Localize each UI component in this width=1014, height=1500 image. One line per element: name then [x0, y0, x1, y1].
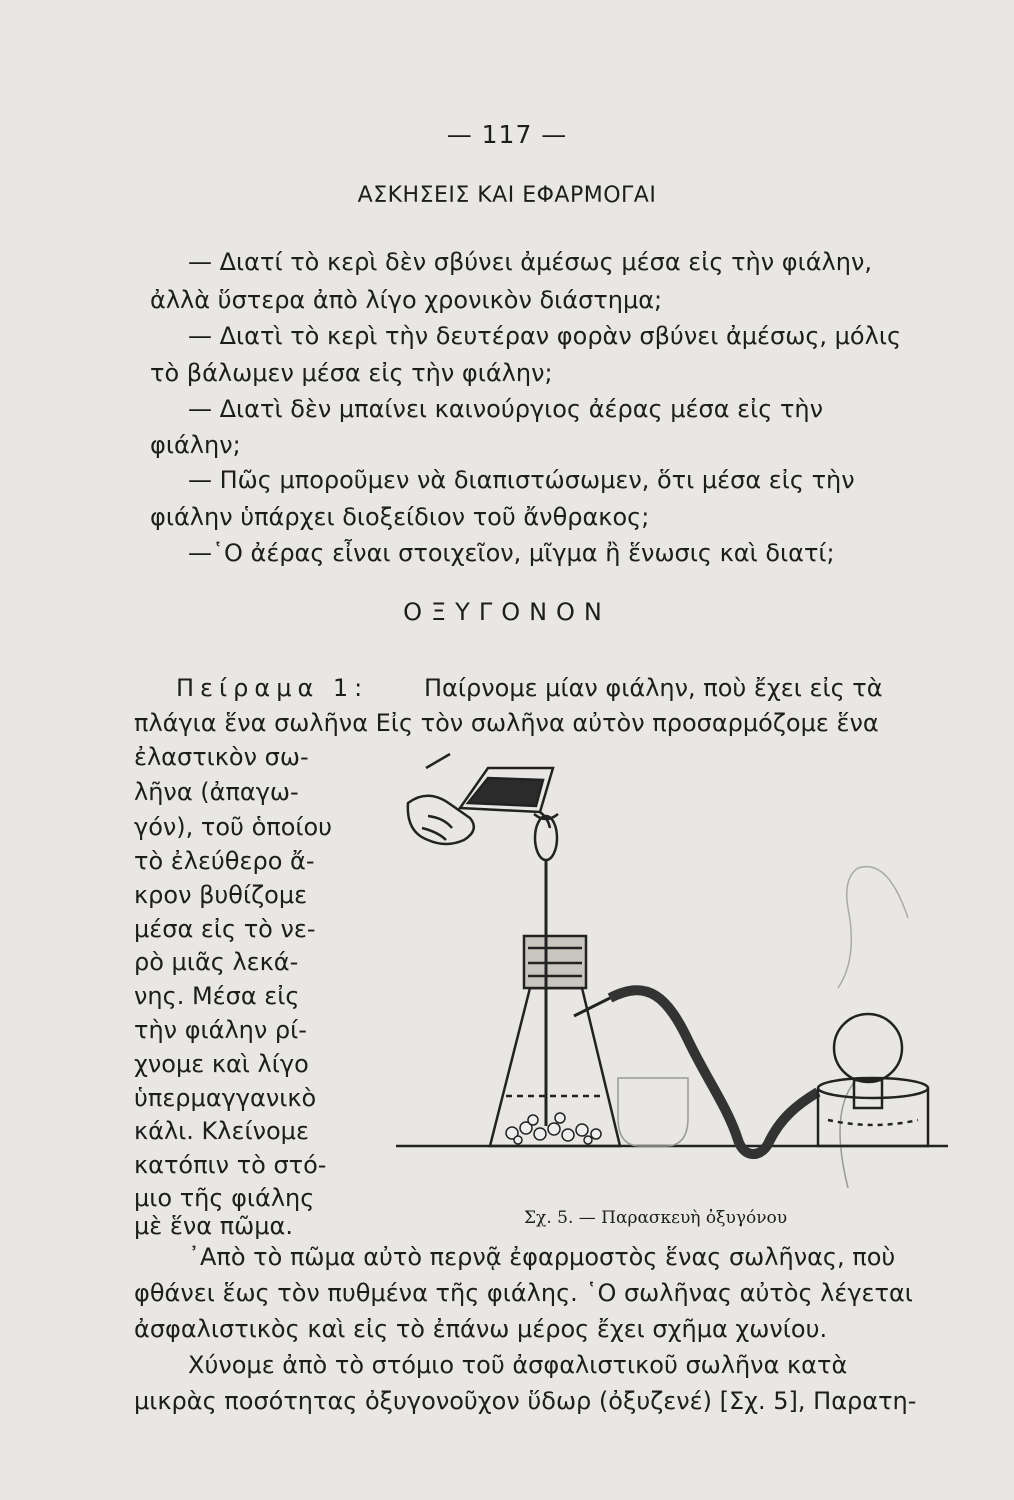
- figure-caption: Σχ. 5. — Παρασκευὴ ὀξυγόνου: [524, 1208, 788, 1228]
- wrapped-line: λῆνα (ἀπαγω-: [134, 778, 299, 806]
- question-line: —῾Ο ἀέρας εἶναι στοιχεῖον, μῖγμα ἢ ἕνωσις καὶ διατί;: [188, 539, 835, 567]
- question-line: φιάλην ὑπάρχει διοξείδιον τοῦ ἄνθρακος;: [150, 503, 650, 531]
- question-line: — Διατί τὸ κερὶ δὲν σβύνει ἀμέσως μέσα εἰς τὴν φιάλην,: [188, 248, 872, 276]
- question-line: ἀλλὰ ὕστερα ἀπὸ λίγο χρονικὸν διάστημα;: [150, 286, 663, 314]
- question-line: — Διατὶ δὲν μπαίνει καινούργιος ἀέρας μέσα εἰς τὴν: [188, 395, 824, 423]
- oxygen-apparatus-figure: [388, 748, 968, 1188]
- wrapped-line: κάλι. Κλείνομε: [134, 1117, 309, 1145]
- wrapped-line: ρὸ μιᾶς λεκά-: [134, 948, 299, 976]
- body-line: φθάνει ἕως τὸν πυθμένα τῆς φιάλης. ῾Ο σωλῆνας αὐτὸς λέγεται: [134, 1279, 913, 1307]
- crystals: [506, 1113, 601, 1144]
- wrapped-line: μιο τῆς φιάλης: [134, 1184, 315, 1212]
- section-title: ΟΞΥΓΟΝΟΝ: [403, 598, 611, 626]
- side-arm: [574, 998, 610, 1016]
- experiment-label: Πείραμα 1:: [176, 674, 369, 702]
- funnel-bulb: [535, 816, 557, 860]
- experiment-line: Παίρνομε μίαν φιάλην, ποὺ ἔχει εἰς τὰ: [424, 674, 883, 702]
- wrapped-line: γόν), τοῦ ὁποίου: [134, 813, 333, 841]
- flask-neck: [854, 1080, 882, 1108]
- wrapped-line: χνομε καὶ λίγο: [134, 1050, 309, 1078]
- water-basin: [818, 1088, 928, 1146]
- page-number: — 117 —: [446, 120, 568, 149]
- wrapped-line: νης. Μέσα εἰς: [134, 982, 300, 1010]
- wrapped-line: ὑπερμαγγανικὸ: [134, 1084, 317, 1112]
- wrapped-line: τὴν φιάλην ρί-: [134, 1016, 307, 1044]
- collection-flask: [834, 1014, 902, 1082]
- wrapped-line: ἐλαστικὸν σω-: [134, 743, 309, 771]
- wrapped-line: μέσα εἰς τὸ νε-: [134, 915, 316, 943]
- experiment-line: πλάγια ἕνα σωλῆνα Εἰς τὸν σωλῆνα αὐτὸν προσαρμόζομε ἕνα: [134, 709, 879, 737]
- body-line: ἀσφαλιστικὸς καὶ εἰς τὸ ἐπάνω μέρος ἔχει σχῆμα χωνίου.: [134, 1315, 828, 1343]
- body-line: μικρὰς ποσότητας ὀξυγονοῦχον ὕδωρ (ὀξυζενέ) [Σχ. 5], Παρατη-: [134, 1387, 917, 1415]
- background-bottle: [618, 1078, 688, 1146]
- exercises-heading: ΑΣΚΗΣΕΙΣ ΚΑΙ ΕΦΑΡΜΟΓΑΙ: [357, 183, 657, 208]
- question-line: τὸ βάλωμεν μέσα εἰς τὴν φιάλην;: [150, 359, 553, 387]
- conical-flask: [490, 988, 620, 1146]
- wrapped-line: τὸ ἐλεύθερο ἄ-: [134, 847, 315, 875]
- background-sketch: [838, 867, 908, 988]
- rubber-tube: [610, 990, 818, 1154]
- question-line: φιάλην;: [150, 431, 241, 459]
- question-line: — Πῶς μποροῦμεν νὰ διαπιστώσωμεν, ὅτι μέσα εἰς τὴν: [188, 466, 855, 494]
- question-line: — Διατὶ τὸ κερὶ τὴν δευτέραν φορὰν σβύνει ἀμέσως, μόλις: [188, 322, 902, 350]
- wrapped-line: μὲ ἕνα πῶμα.: [134, 1212, 293, 1240]
- wrapped-line: κρον βυθίζομε: [134, 881, 308, 909]
- body-line: ᾿Απὸ τὸ πῶμα αὐτὸ περνᾷ ἐφαρμοστὸς ἕνας σωλῆνας, ποὺ: [188, 1243, 896, 1271]
- wrapped-line: κατόπιν τὸ στό-: [134, 1151, 327, 1179]
- body-line: Χύνομε ἀπὸ τὸ στόμιο τοῦ ἀσφαλιστικοῦ σωλῆνα κατὰ: [188, 1351, 848, 1379]
